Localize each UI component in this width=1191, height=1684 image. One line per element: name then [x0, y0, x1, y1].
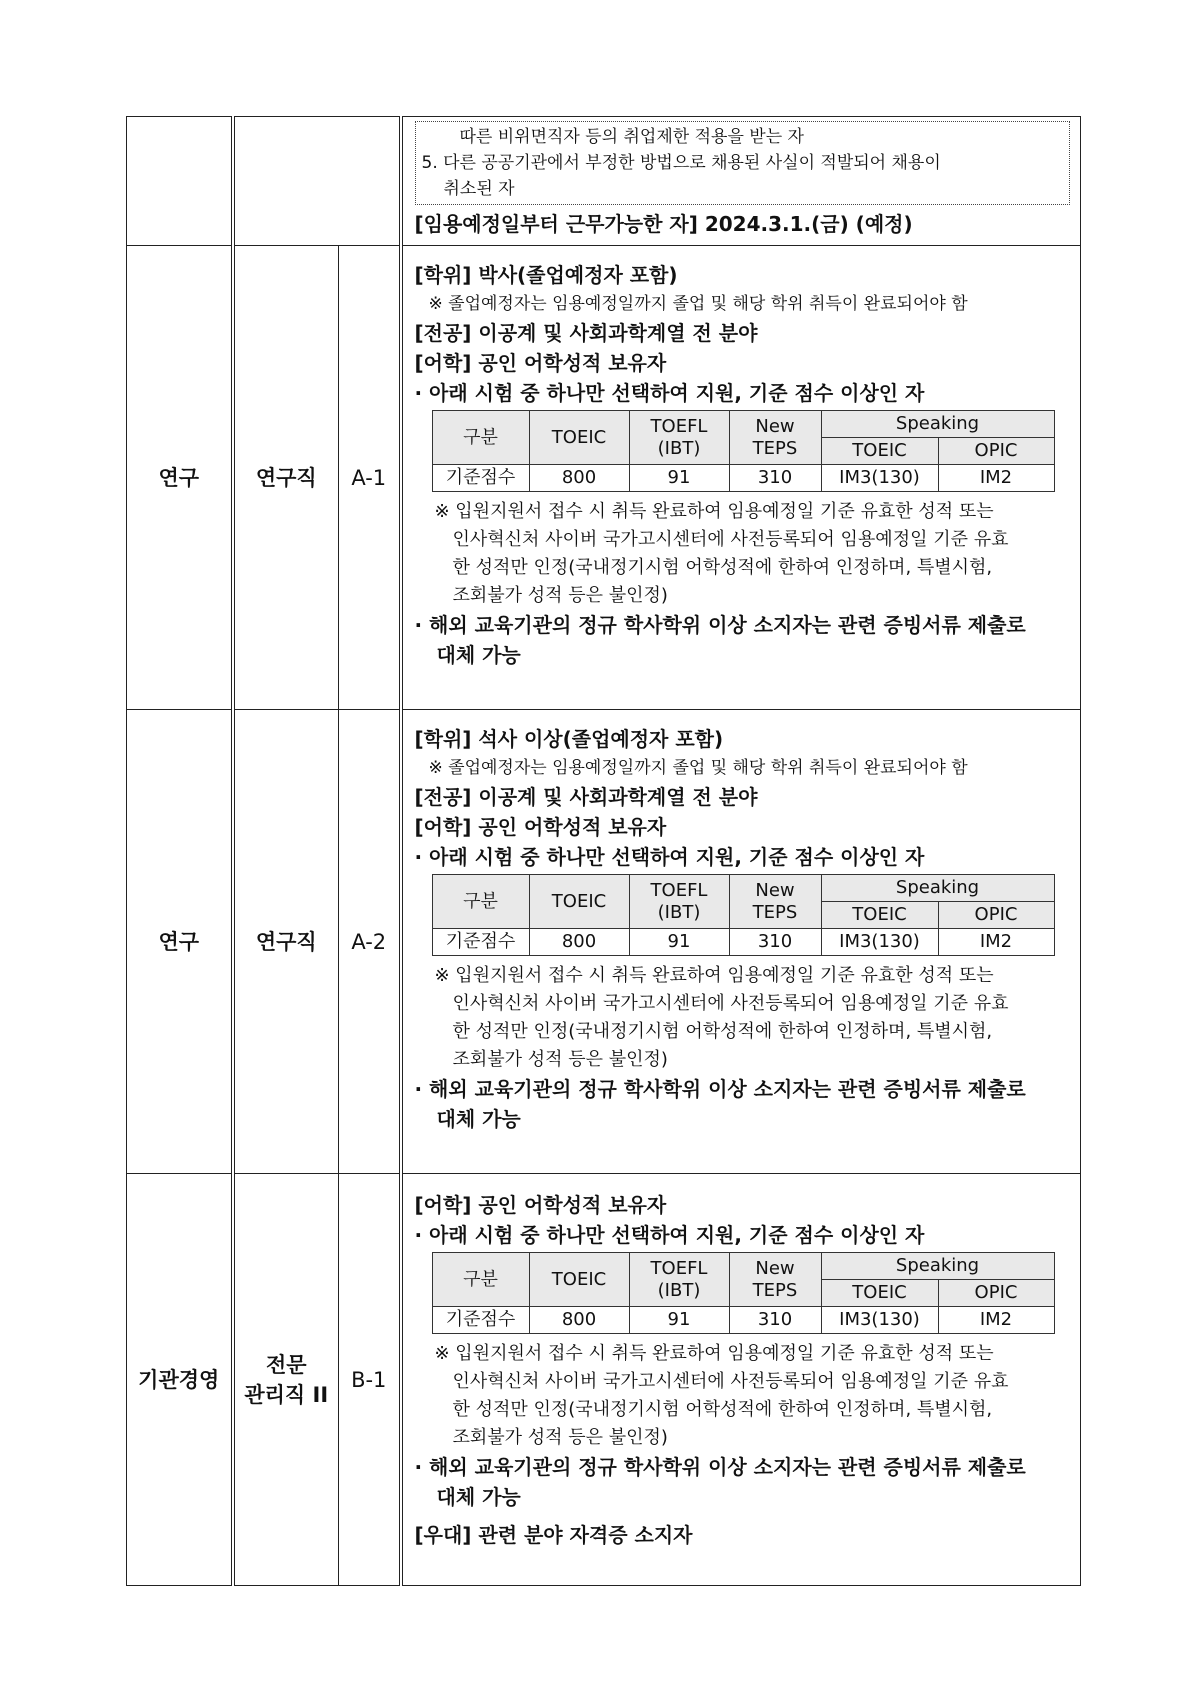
- overseas-degree-line: · 해외 교육기관의 정규 학사학위 이상 소지자는 관련 증빙서류 제출로: [414, 1455, 1026, 1479]
- score-header-category: 구분: [432, 411, 529, 465]
- score-note-line: ※ 입원지원서 접수 시 취득 완료하여 임용예정일 기준 유효한 성적 또는: [434, 501, 994, 522]
- qualification-content: [401, 246, 1081, 710]
- score-row-label: 기준점수: [432, 465, 529, 492]
- overseas-degree-line: · 해외 교육기관의 정규 학사학위 이상 소지자는 관련 증빙서류 제출로: [414, 613, 1026, 637]
- empty-job-cell: [233, 117, 401, 246]
- score-note-line: 인사혁신처 사이버 국가고시센터에 사전등록되어 임용예정일 기준 유효: [452, 529, 1009, 550]
- score-teps: 310: [729, 1307, 821, 1334]
- score-header-speaking-toeic: TOEIC: [821, 1280, 938, 1307]
- score-toeic: 800: [529, 465, 629, 492]
- score-row-label: 기준점수: [432, 1307, 529, 1334]
- preference-line: [우대] 관련 분야 자격증 소지자: [414, 1523, 693, 1547]
- language-select-line: · 아래 시험 중 하나만 선택하여 지원, 기준 점수 이상인 자: [414, 845, 925, 869]
- job-cell: 연구직: [233, 710, 339, 1174]
- job-cell: 연구직: [233, 246, 339, 710]
- qualification-content: [401, 710, 1081, 1174]
- score-note-line: 조회불가 성적 등은 불인정): [452, 1427, 668, 1448]
- overseas-degree-line: 대체 가능: [436, 643, 521, 667]
- disqualification-box: [415, 121, 1071, 205]
- score-speaking-toeic: IM3(130): [821, 465, 938, 492]
- language-score-table: [432, 1252, 1055, 1334]
- score-note-line: 한 성적만 인정(국내정기시험 어학성적에 한하여 인정하며, 특별시험,: [452, 557, 993, 578]
- score-header-toefl: TOEFL (IBT): [629, 411, 729, 465]
- score-speaking-toeic: IM3(130): [821, 929, 938, 956]
- score-header-toefl: TOEFL (IBT): [629, 1253, 729, 1307]
- language-select-line: · 아래 시험 중 하나만 선택하여 지원, 기준 점수 이상인 자: [414, 381, 925, 405]
- score-note-line: ※ 입원지원서 접수 시 취득 완료하여 임용예정일 기준 유효한 성적 또는: [434, 1343, 994, 1364]
- score-note-line: 한 성적만 인정(국내정기시험 어학성적에 한하여 인정하며, 특별시험,: [452, 1021, 993, 1042]
- score-header-speaking-toeic: TOEIC: [821, 902, 938, 929]
- score-note-line: 조회불가 성적 등은 불인정): [452, 585, 668, 606]
- field-cell: 연구: [127, 246, 233, 710]
- score-toefl: 91: [629, 1307, 729, 1334]
- score-header-toeic: TOEIC: [529, 875, 629, 929]
- empty-field-cell: [127, 117, 233, 246]
- degree-requirement: [학위] 박사(졸업예정자 포함): [414, 263, 678, 287]
- overseas-degree-line: · 해외 교육기관의 정규 학사학위 이상 소지자는 관련 증빙서류 제출로: [414, 1077, 1026, 1101]
- degree-note: ※ 졸업예정자는 임용예정일까지 졸업 및 해당 학위 취득이 완료되어야 함: [428, 758, 968, 778]
- score-header-teps: New TEPS: [729, 411, 821, 465]
- disqualification-line: 따른 비위면직자 등의 취업제한 적용을 받는 자: [459, 127, 804, 147]
- score-note-line: 인사혁신처 사이버 국가고시센터에 사전등록되어 임용예정일 기준 유효: [452, 993, 1009, 1014]
- language-requirement: [어학] 공인 어학성적 보유자: [414, 351, 667, 375]
- overseas-degree-line: 대체 가능: [436, 1107, 521, 1131]
- score-header-teps: New TEPS: [729, 875, 821, 929]
- score-header-opic: OPIC: [938, 1280, 1054, 1307]
- score-note-line: 인사혁신처 사이버 국가고시센터에 사전등록되어 임용예정일 기준 유효: [452, 1371, 1009, 1392]
- degree-note: ※ 졸업예정자는 임용예정일까지 졸업 및 해당 학위 취득이 완료되어야 함: [428, 294, 968, 314]
- score-header-speaking: Speaking: [821, 875, 1054, 902]
- disqualification-line: 취소된 자: [443, 179, 515, 199]
- position-row-b1: [127, 1174, 1081, 1586]
- score-header-speaking: Speaking: [821, 411, 1054, 438]
- job-cell: [233, 1174, 339, 1586]
- language-score-table: [432, 410, 1055, 492]
- score-toefl: 91: [629, 929, 729, 956]
- language-requirement: [어학] 공인 어학성적 보유자: [414, 815, 667, 839]
- continuation-row: [127, 117, 1081, 246]
- overseas-degree-line: 대체 가능: [436, 1485, 521, 1509]
- score-header-toeic: TOEIC: [529, 1253, 629, 1307]
- score-toefl: 91: [629, 465, 729, 492]
- disqualification-line: 5. 다른 공공기관에서 부정한 방법으로 채용된 사실이 적발되어 채용이: [421, 153, 941, 173]
- recruitment-qualification-table: [126, 116, 1081, 1586]
- qualification-content: [401, 1174, 1081, 1586]
- score-header-category: 구분: [432, 1253, 529, 1307]
- score-header-category: 구분: [432, 875, 529, 929]
- score-toeic: 800: [529, 1307, 629, 1334]
- field-cell: 연구: [127, 710, 233, 1174]
- major-requirement: [전공] 이공계 및 사회과학계열 전 분야: [414, 785, 758, 809]
- score-header-opic: OPIC: [938, 438, 1054, 465]
- score-speaking-toeic: IM3(130): [821, 1307, 938, 1334]
- score-opic: IM2: [938, 1307, 1054, 1334]
- score-toeic: 800: [529, 929, 629, 956]
- score-note-line: 조회불가 성적 등은 불인정): [452, 1049, 668, 1070]
- position-row-a1: [127, 246, 1081, 710]
- language-requirement: [어학] 공인 어학성적 보유자: [414, 1193, 667, 1217]
- language-select-line: · 아래 시험 중 하나만 선택하여 지원, 기준 점수 이상인 자: [414, 1223, 925, 1247]
- score-note-line: 한 성적만 인정(국내정기시험 어학성적에 한하여 인정하며, 특별시험,: [452, 1399, 993, 1420]
- score-note-line: ※ 입원지원서 접수 시 취득 완료하여 임용예정일 기준 유효한 성적 또는: [434, 965, 994, 986]
- score-header-toefl: TOEFL (IBT): [629, 875, 729, 929]
- language-score-table: [432, 874, 1055, 956]
- score-teps: 310: [729, 465, 821, 492]
- field-cell: 기관경영: [127, 1174, 233, 1586]
- position-row-a2: [127, 710, 1081, 1174]
- start-date-line: [임용예정일부터 근무가능한 자] 2024.3.1.(금) (예정): [414, 212, 913, 236]
- score-header-toeic: TOEIC: [529, 411, 629, 465]
- eligibility-content: [401, 117, 1081, 246]
- job-line: 관리직 II: [244, 1382, 329, 1407]
- major-requirement: [전공] 이공계 및 사회과학계열 전 분야: [414, 321, 758, 345]
- score-header-opic: OPIC: [938, 902, 1054, 929]
- score-opic: IM2: [938, 465, 1054, 492]
- position-code: A-1: [339, 246, 401, 710]
- score-header-teps: New TEPS: [729, 1253, 821, 1307]
- score-opic: IM2: [938, 929, 1054, 956]
- position-code: B-1: [339, 1174, 401, 1586]
- score-header-speaking-toeic: TOEIC: [821, 438, 938, 465]
- position-code: A-2: [339, 710, 401, 1174]
- score-row-label: 기준점수: [432, 929, 529, 956]
- degree-requirement: [학위] 석사 이상(졸업예정자 포함): [414, 727, 724, 751]
- score-header-speaking: Speaking: [821, 1253, 1054, 1280]
- score-teps: 310: [729, 929, 821, 956]
- job-line: 전문: [265, 1352, 307, 1377]
